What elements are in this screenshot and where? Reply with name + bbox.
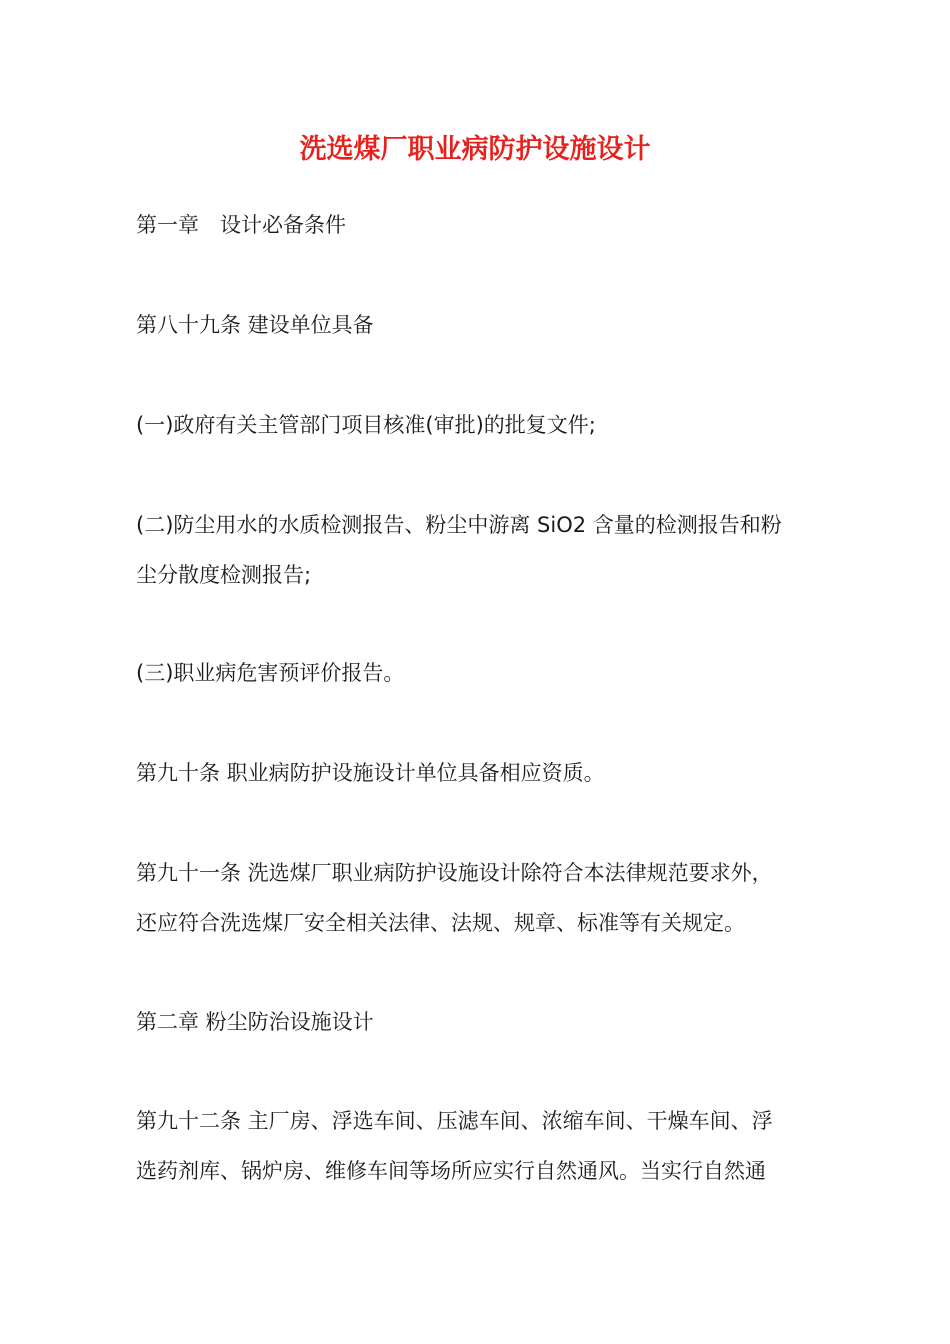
text-line: 第八十九条 建设单位具备 [136, 313, 374, 337]
text-line: 第九十条 职业病防护设施设计单位具备相应资质。 [136, 761, 605, 785]
text-line: 第二章 粉尘防治设施设计 [136, 1010, 374, 1034]
paragraph-article-89 [136, 300, 820, 350]
paragraph-article-91 [136, 848, 820, 948]
text-line: 选药剂库、锅炉房、维修车间等场所应实行自然通风。当实行自然通 [136, 1159, 766, 1183]
paragraph-chapter-2 [136, 997, 820, 1047]
paragraph-article-92 [136, 1096, 820, 1196]
paragraph-article-90 [136, 748, 820, 798]
text-line: 还应符合洗选煤厂安全相关法律、法规、规章、标准等有关规定。 [136, 911, 745, 935]
paragraph-item-2 [136, 500, 820, 600]
text-line: 第一章 设计必备条件 [136, 213, 346, 237]
paragraph-item-1 [136, 400, 820, 450]
paragraph-item-3 [136, 648, 820, 698]
paragraph-chapter-1 [136, 200, 820, 250]
text-line: (三)职业病危害预评价报告。 [136, 661, 405, 685]
text-line: 尘分散度检测报告; [136, 563, 312, 587]
text-line: 第九十二条 主厂房、浮选车间、压滤车间、浓缩车间、干燥车间、浮 [136, 1109, 773, 1133]
document-title: 洗选煤厂职业病防护设施设计 [299, 134, 651, 165]
text-line: (二)防尘用水的水质检测报告、粉尘中游离 SiO2 含量的检测报告和粉 [136, 513, 782, 537]
text-line: (一)政府有关主管部门项目核准(审批)的批复文件; [136, 413, 596, 437]
text-line: 第九十一条 洗选煤厂职业病防护设施设计除符合本法律规范要求外， [136, 861, 773, 885]
